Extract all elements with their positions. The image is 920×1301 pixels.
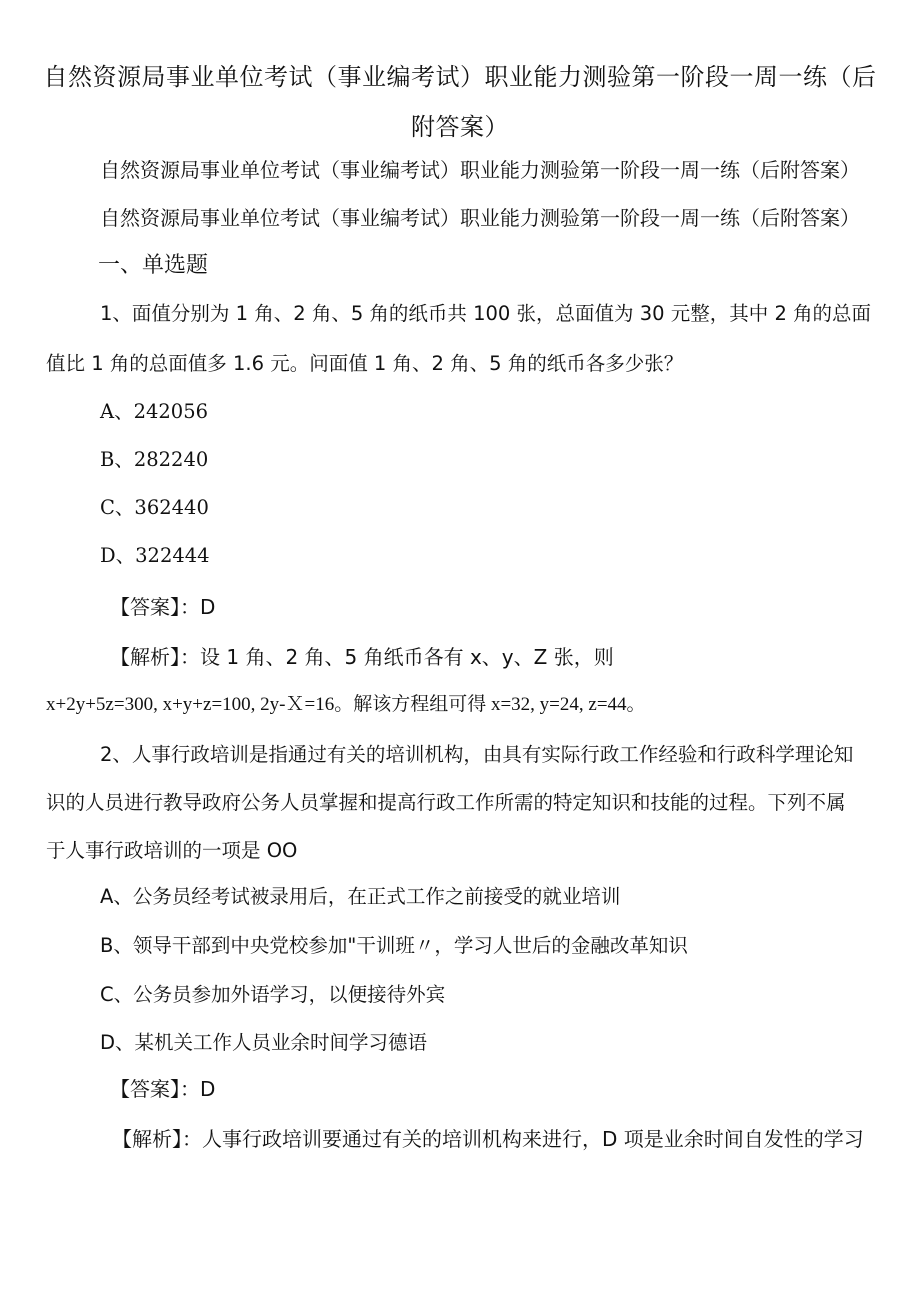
section-heading: 一、单选题 [98,253,209,278]
question-1-option-a: A、242056 [100,400,209,423]
question-1-stem-line-1: 1、面值分别为 1 角、2 角、5 角的纸币共 100 张，总面值为 30 元整，其中 2 角的总面 [100,302,872,325]
question-1-analysis-line-1: 【解析】：设 1 角、2 角、5 角纸币各有 x、y、Z 张，则 [110,645,614,669]
document-title: 自然资源局事业单位考试（事业编考试）职业能力测验第一阶段一周一练（后附答案） [43,63,877,141]
subtitle-line-2: 自然资源局事业单位考试（事业编考试）职业能力测验第一阶段一周一练（后附答案） [100,206,860,230]
question-2-stem-line-3: 于人事行政培训的一项是 OO [46,839,298,862]
question-1-option-b: B、282240 [100,448,209,471]
question-2-option-d: D、某机关工作人员业余时间学习德语 [100,1031,428,1054]
question-1-answer: 【答案】：D [110,595,216,619]
question-2-option-a: A、公务员经考试被录用后，在正式工作之前接受的就业培训 [100,885,621,908]
question-1-option-c: C、362440 [100,496,209,519]
subtitle-line-1: 自然资源局事业单位考试（事业编考试）职业能力测验第一阶段一周一练（后附答案） [100,158,860,182]
question-2-option-c: C、公务员参加外语学习，以便接待外宾 [100,983,446,1006]
question-2-stem-line-2: 识的人员进行教导政府公务人员掌握和提高行政工作所需的特定知识和技能的过程。下列不属 [46,791,846,814]
question-2-analysis-line-1: 【解析】：人事行政培训要通过有关的培训机构来进行，D 项是业余时间自发性的学习 [112,1127,864,1151]
question-2-answer: 【答案】：D [110,1077,216,1101]
question-1-analysis-line-2: x+2y+5z=300, x+y+z=100, 2y-Ｘ=16。解该方程组可得 x=32, y=24, z=44。 [46,694,646,715]
question-1-stem-line-2: 值比 1 角的总面值多 1.6 元。问面值 1 角、2 角、5 角的纸币各多少张？ [46,352,684,375]
question-2-option-b: B、领导干部到中央党校参加"干训班〃，学习人世后的金融改革知识 [100,934,688,957]
question-2-stem-line-1: 2、人事行政培训是指通过有关的培训机构，由具有实际行政工作经验和行政科学理论知 [100,743,854,766]
question-1-option-d: D、322444 [100,544,210,567]
